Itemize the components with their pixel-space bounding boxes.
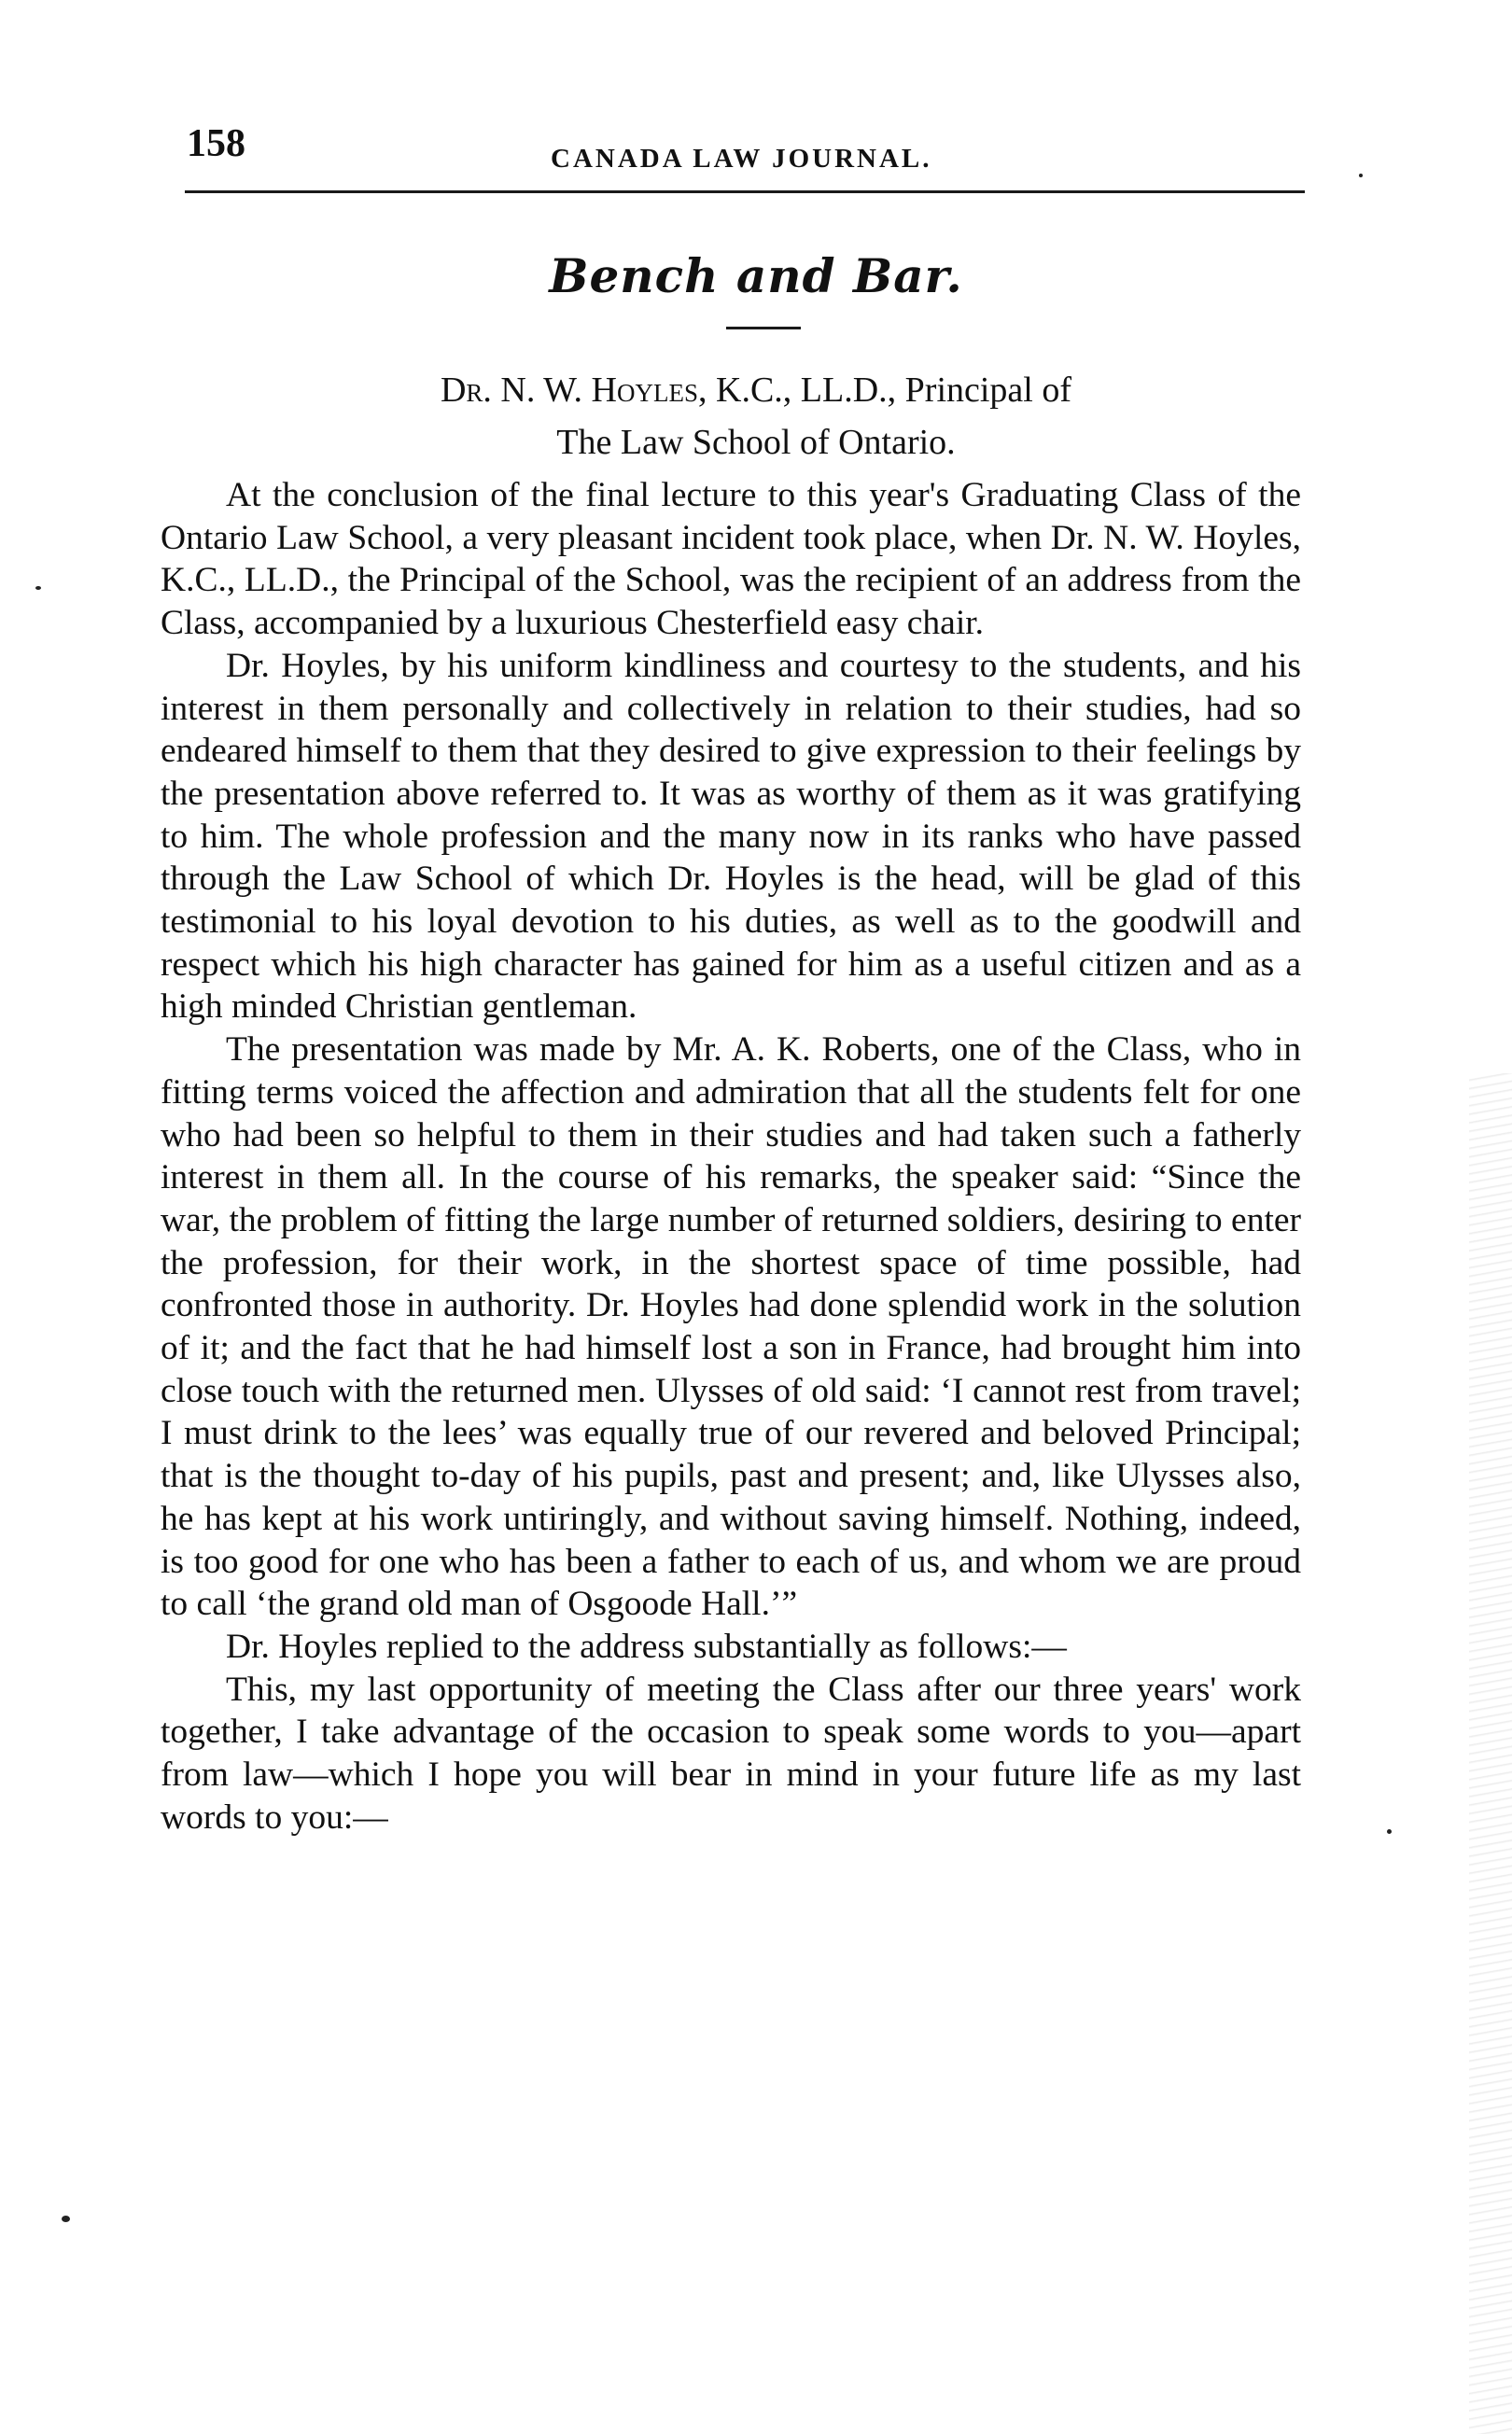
scan-speck	[1359, 174, 1363, 177]
paragraph-5: This, my last opportunity of meeting the Class after our three years' work together, I take advantage of the occasion to speak some words to you—apart from law—which I hope you will bear in mind in your future life as my last words to you:—	[161, 1670, 1301, 1837]
paragraph-3: The presentation was made by Mr. A. K. Roberts, one of the Class, who in fitting terms voiced the affection and admiration that all the students felt for one who had been so helpful to them in their studies and had taken such a fatherly interest in them all. In the course of his remarks, the speaker said: “Since the war, the problem of fitting the large number of returned soldiers, desiring to enter the profession, for their work, in the shortest space of time possible, had confronted those in authority. Dr. Hoyles had done splendid work in the solution of it; and the fact that he had himself lost a son in France, had brought him into close touch with the returned men. Ulysses of old said: ‘I cannot rest from travel; I must drink to the lees’ was equally true of our revered and beloved Principal; that is the thought to-day of his pupils, past and present; and, like Ulysses also, he has kept at his work untiringly, and without saving himself. Nothing, indeed, is too good for one who has been a father to each of us, and whom we are proud to call ‘the grand old man of Osgoode Hall.’”	[161, 1030, 1301, 1624]
article-heading-credentials: , K.C., LL.D., Principal of	[698, 371, 1072, 410]
article-heading-line-1	[0, 364, 1512, 416]
section-title: Bench and Bar.	[549, 248, 963, 303]
paragraph-2: Dr. Hoyles, by his uniform kindliness and courtesy to the students, and his interest in them personally and collectively in relation to their studies, had so endeared himself to them that they desired to give expression to their feelings by the presentation above referred to. It was as worthy of them as it was gratifying to him. The whole profession and the many now in its ranks who have passed through the Law School of which Dr. Hoyles is the head, will be glad of this testimonial to his loyal devotion to his duties, as well as to the goodwill and respect which his high character has gained for him as a useful citizen and as a high minded Christian gentleman.	[161, 646, 1301, 1027]
running-head-journal-title: CANADA LAW JOURNAL.	[551, 144, 932, 174]
scan-edge-shadow	[1469, 1073, 1512, 2434]
title-rule	[726, 327, 801, 329]
article-heading-name: Dr. N. W. Hoyles	[440, 371, 698, 410]
article-body	[161, 474, 1301, 1839]
article-heading	[0, 364, 1512, 469]
paragraph-4: Dr. Hoyles replied to the address substantially as follows:—	[226, 1627, 1067, 1666]
paragraph-1: At the conclusion of the final lecture to this year's Graduating Class of the Ontario Law School, a very pleasant incident took place, when Dr. N. W. Hoyles, K.C., LL.D., the Principal of the School, was the recipient of an address from the Class, accompanied by a luxurious Chesterfield easy chair.	[161, 476, 1301, 643]
scan-speck	[62, 2216, 70, 2222]
scan-speck	[1387, 1829, 1392, 1834]
article-heading-line-2: The Law School of Ontario.	[556, 423, 956, 462]
page-number: 158	[187, 122, 245, 165]
scan-speck	[35, 586, 41, 590]
header-rule	[185, 190, 1305, 193]
